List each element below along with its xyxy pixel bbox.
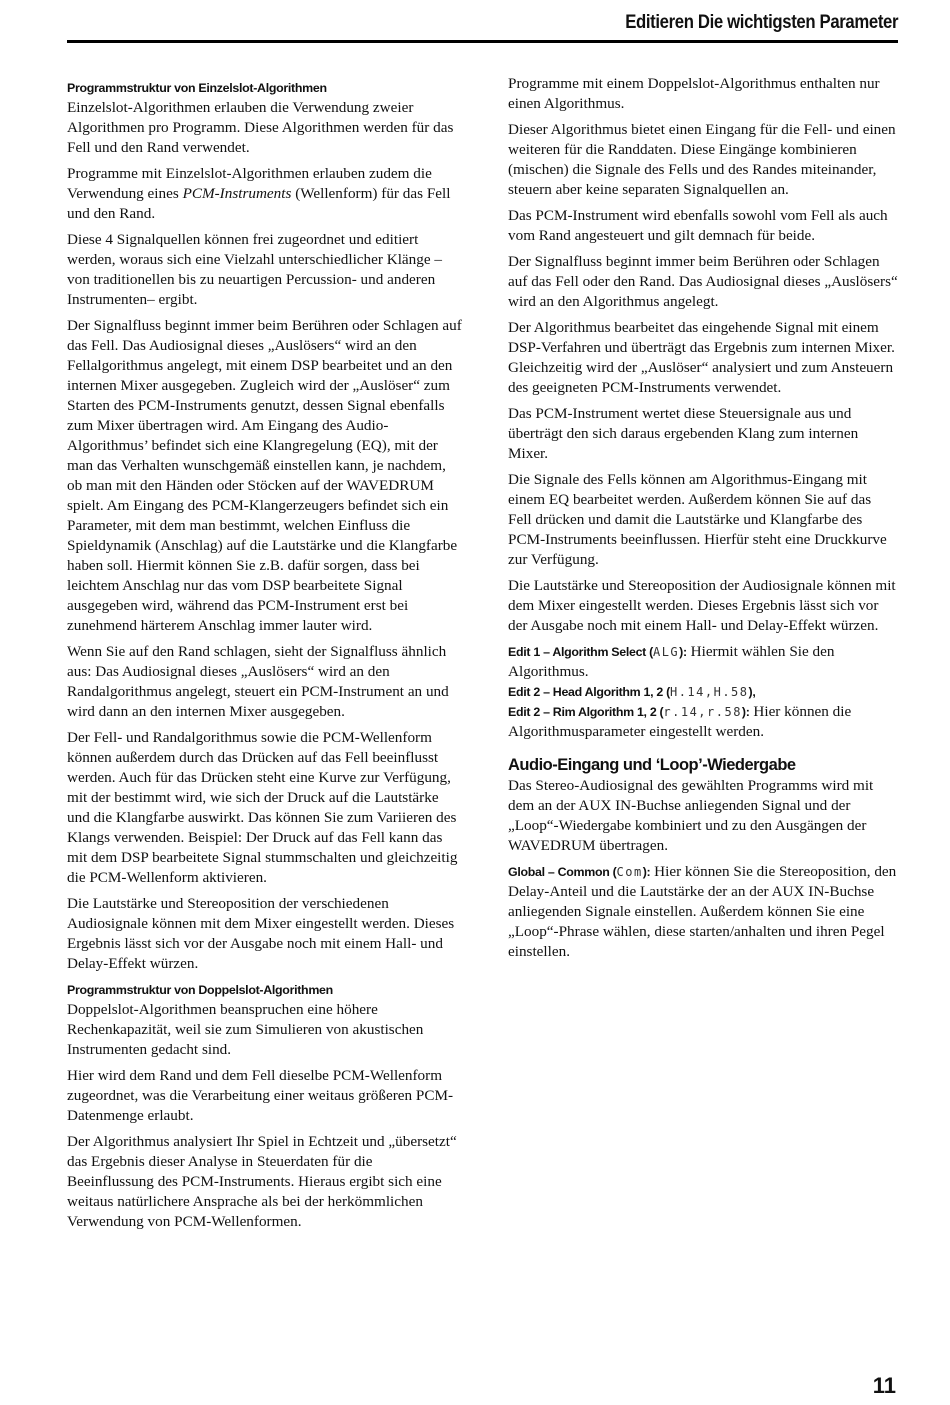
lcd-code: Com: [616, 865, 643, 879]
lcd-code: r.14,r.58: [663, 705, 742, 719]
paragraph: Das Stereo-Audiosignal des gewählten Programms wird mit dem an der AUX IN-Buchse anliegenden Signal und der „Loop“-Wiedergabe kombiniert und zu den Ausgängen der WAVEDRUM übertragen.: [508, 777, 874, 854]
edit2-rim-parameter: [508, 702, 898, 742]
paragraph: Das PCM-Instrument wird ebenfalls sowohl vom Fell als auch vom Rand angesteuert und gilt demnach für beide.: [508, 207, 888, 244]
edit2-head-parameter: [508, 682, 898, 702]
param-label: ):: [642, 865, 651, 879]
text-run: Programme mit Einzelslot-Algorithmen erlauben zudem die Verwendung eines: [67, 165, 432, 202]
param-label: Edit 2 – Rim Algorithm 1, 2 (: [508, 705, 664, 719]
paragraph: Der Fell- und Randalgorithmus sowie die PCM-Wellenform können außerdem durch das Drücken auf das Fell beeinflusst werden. Auch für das Drücken steht eine Kurve zur Verfügung, mit der bestimmt wird, wie sich der Druck auf die Lautstärke und die Klangfarbe auswirkt. Das können Sie zum Variieren des Klangs verwenden. Beispiel: Der Druck auf das Fell kann das mit dem DSP bearbeitete Signal stummschalten und gleichzeitig die PCM-Wellenform aktivieren.: [67, 729, 458, 886]
paragraph: Die Lautstärke und Stereoposition der Audiosignale können mit dem Mixer eingestellt werden. Dieses Ergebnis lässt sich vor der Ausgabe noch mit einem Hall- und Delay-Effekt würzen.: [508, 577, 896, 634]
paragraph: Diese 4 Signalquellen können frei zugeordnet und editiert werden, woraus sich eine Vielzahl unterschiedlicher Klänge –von traditionellen bis zu neuartigen Percussion- und anderen Instrumenten– ergibt.: [67, 231, 442, 308]
paragraph: Der Signalfluss beginnt immer beim Berühren oder Schlagen auf das Fell. Das Audiosignal dieses „Auslösers“ wird an den Fellalgorithmus angelegt, mit einem DSP bearbeitet und an den internen Mixer ausgegeben. Zugleich wird der „Auslöser“ zum Starten des PCM-Instruments genutzt, dessen Signal ebenfalls zum Mixer übertragen wird. Am Eingang des Audio-Algorithmus’ befindet sich eine Klangregelung (EQ), mit der man das Verhalten wunschgemäß einstellen kann, je nachdem, ob man mit den Händen oder Stöcken auf der WAVEDRUM spielt. Am Eingang des PCM-Klangerzeugers befindet sich ein Parameter, mit dem man bestimmt, welchen Einfluss die Spieldynamik (Anschlag) auf die Lautstärke und die Klangfarbe haben soll. Hiermit können Sie z.B. dafür sorgen, dass bei leichtem Anschlag nur das vom DSP bearbeitete Signal ausgegeben wird, während das PCM-Instrument erst bei zunehmend härterem Anschlag immer lauter wird.: [67, 317, 462, 634]
paragraph: Hier wird dem Rand und dem Fell dieselbe PCM-Wellenform zugeordnet, was die Verarbeitung einer weitaus größeren PCM-Datenmenge erlaubt.: [67, 1067, 454, 1124]
paragraph: [67, 164, 462, 224]
paragraph: Die Signale des Fells können am Algorithmus-Eingang mit einem EQ bearbeitet werden. Außerdem können Sie auf das Fell drücken und damit die Lautstärke und Klangfarbe des PCM-Instruments beeinflussen. Hierfür steht eine Druckkurve zur Verfügung.: [508, 471, 887, 568]
param-text: Hier können Sie die Stereoposition, den Delay-Anteil und die Lautstärke der an der AUX IN-Buchse anliegenden Signale einstellen. Außerdem können Sie eine „Loop“-Phrase wählen, diese starten/anhalten und ihren Pegel einstellen.: [508, 863, 897, 960]
edit1-parameter: [508, 642, 898, 682]
global-common-parameter: [508, 862, 898, 962]
subhead-einzelslot: Programmstruktur von Einzelslot-Algorithmen: [67, 81, 327, 95]
running-header: [67, 10, 898, 43]
paragraph: Dieser Algorithmus bietet einen Eingang für die Fell- und einen weiteren für die Randdaten. Diese Eingänge kombinieren (mischen) die Signale des Fells und des Randes miteinander, steuern aber keine separaten Signalquellen an.: [508, 121, 896, 198]
paragraph: Das PCM-Instrument wertet diese Steuersignale aus und überträgt den sich daraus ergebenden Klang zum internen Mixer.: [508, 405, 859, 462]
header-title: Editieren Die wichtigsten Parameter: [625, 12, 898, 33]
page-number: 11: [872, 1373, 896, 1398]
lcd-code: ALG: [652, 645, 680, 659]
param-label: ):: [741, 705, 750, 719]
paragraph: Der Signalfluss beginnt immer beim Berühren oder Schlagen auf das Fell oder den Rand. Das Audiosignal dieses „Auslösers“ wird an den Algorithmus angelegt.: [508, 253, 898, 310]
subhead-doppelslot: Programmstruktur von Doppelslot-Algorithmen: [67, 983, 333, 997]
lcd-code: H.14,H.58: [669, 685, 749, 699]
param-label: Edit 2 – Head Algorithm 1, 2 (: [508, 685, 670, 699]
param-text: Hier können die Algorithmusparameter eingestellt werden.: [508, 703, 852, 740]
param-label: ),: [748, 685, 756, 699]
param-label: Global – Common (: [508, 865, 617, 879]
paragraph: Der Algorithmus analysiert Ihr Spiel in Echtzeit und „übersetzt“ das Ergebnis dieser Analyse in Steuerdaten für die Beeinflussung des PCM-Instruments. Hieraus ergibt sich eine weitaus natürlichere Ansprache als bei der herkömmlichen Verwendung von PCM-Wellenformen.: [67, 1133, 457, 1230]
paragraph: Die Lautstärke und Stereoposition der verschiedenen Audiosignale können mit dem Mixer eingestellt werden. Dieses Ergebnis lässt sich vor der Ausgabe noch mit einem Hall- und Delay-Effekt würzen.: [67, 895, 455, 972]
paragraph: Doppelslot-Algorithmen beanspruchen eine höhere Rechenkapazität, weil sie zum Simulieren von akustischen Instrumenten gedacht sind.: [67, 1001, 424, 1058]
left-column: [67, 74, 462, 1238]
right-column: [508, 74, 898, 968]
text-run: (Wellenform) für das Fell und den Rand.: [67, 185, 451, 222]
param-label: ):: [679, 645, 687, 659]
param-text: Hiermit wählen Sie den Algorithmus.: [508, 643, 835, 680]
paragraph: Der Algorithmus bearbeitet das eingehende Signal mit einem DSP-Verfahren und überträgt das Ergebnis zum internen Mixer. Gleichzeitig wird der „Auslöser“ analysiert und zum Ansteuern des geeigneten PCM-Instruments verwendet.: [508, 319, 895, 396]
paragraph: Einzelslot-Algorithmen erlauben die Verwendung zweier Algorithmen pro Programm. Diese Algorithmen werden für das Fell und den Rand verwendet.: [67, 99, 454, 156]
paragraph: Wenn Sie auf den Rand schlagen, sieht der Signalfluss ähnlich aus: Das Audiosignal dieses „Auslösers“ wird an den Randalgorithmus angelegt, steuert ein PCM-Instrument an und wird dann an den internen Mixer ausgegeben.: [67, 643, 449, 720]
term-pcm-instrument: PCM-Instruments: [182, 185, 292, 202]
paragraph: Programme mit einem Doppelslot-Algorithmus enthalten nur einen Algorithmus.: [508, 75, 880, 112]
param-label: Edit 1 – Algorithm Select (: [508, 645, 653, 659]
section-heading-audio-loop: Audio-Eingang und ‘Loop’-Wiedergabe: [508, 756, 796, 774]
